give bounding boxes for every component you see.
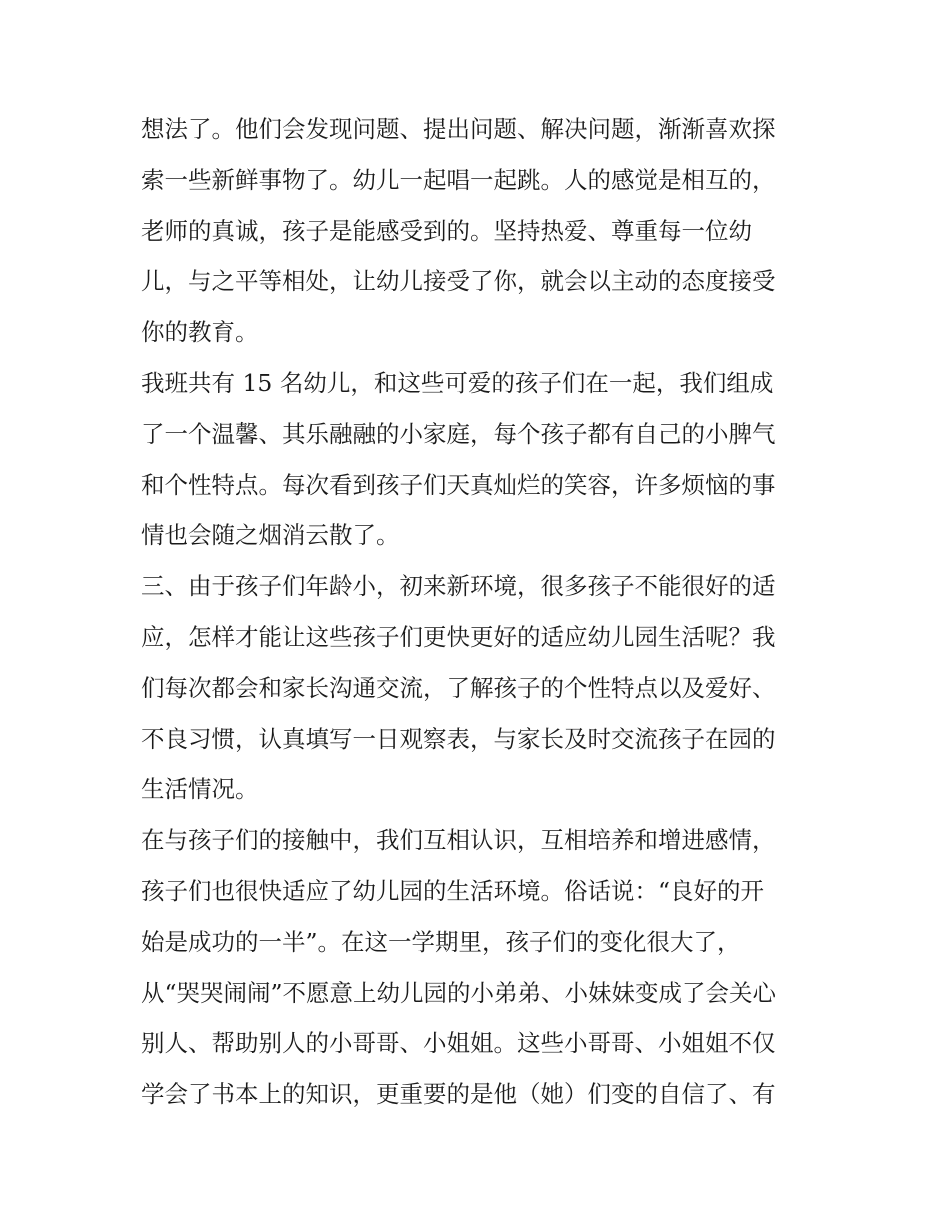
- text-line: 应，怎样才能让这些孩子们更快更好的适应幼儿园生活呢？我: [141, 622, 776, 651]
- text-line: 老师的真诚，孩子是能感受到的。坚持热爱、尊重每一位幼: [141, 216, 752, 245]
- text-line: 索一些新鲜事物了。幼儿一起唱一起跳。人的感觉是相互的，: [141, 165, 776, 194]
- text-line: 你的教育。: [141, 318, 259, 347]
- text-line: 从“哭哭闹闹”不愿意上幼儿园的小弟弟、小妹妹变成了会关心: [141, 978, 777, 1007]
- text-line: 不良习惯，认真填写一日观察表，与家长及时交流孩子在园的: [141, 724, 776, 753]
- text-line: 别人、帮助别人的小哥哥、小姐姐。这些小哥哥、小姐姐不仅: [141, 1029, 776, 1058]
- text-line: 情也会随之烟消云散了。: [141, 521, 400, 550]
- text-line: 和个性特点。每次看到孩子们天真灿烂的笑容，许多烦恼的事: [141, 470, 776, 499]
- text-line: 在与孩子们的接触中，我们互相认识，互相培养和增进感情，: [141, 826, 776, 855]
- text-line: 想法了。他们会发现问题、提出问题、解决问题，渐渐喜欢探: [141, 115, 776, 143]
- text-line: 学会了书本上的知识，更重要的是他（她）们变的自信了、有: [141, 1080, 776, 1109]
- text-line: 始是成功的一半”。在这一学期里，孩子们的变化很大了，: [141, 927, 741, 956]
- text-line: 了一个温馨、其乐融融的小家庭，每个孩子都有自己的小脾气: [141, 419, 776, 448]
- text-line: 三、由于孩子们年龄小，初来新环境，很多孩子不能很好的适: [141, 572, 776, 601]
- body-text: [141, 104, 813, 1120]
- text-line: 生活情况。: [141, 775, 259, 804]
- text-line: 孩子们也很快适应了幼儿园的生活环境。俗话说：“良好的开: [141, 876, 765, 905]
- text-line: 们每次都会和家长沟通交流，了解孩子的个性特点以及爱好、: [141, 673, 776, 702]
- text-line: 儿，与之平等相处，让幼儿接受了你，就会以主动的态度接受: [141, 267, 776, 296]
- text-line: 我班共有 15 名幼儿，和这些可爱的孩子们在一起，我们组成: [141, 368, 774, 397]
